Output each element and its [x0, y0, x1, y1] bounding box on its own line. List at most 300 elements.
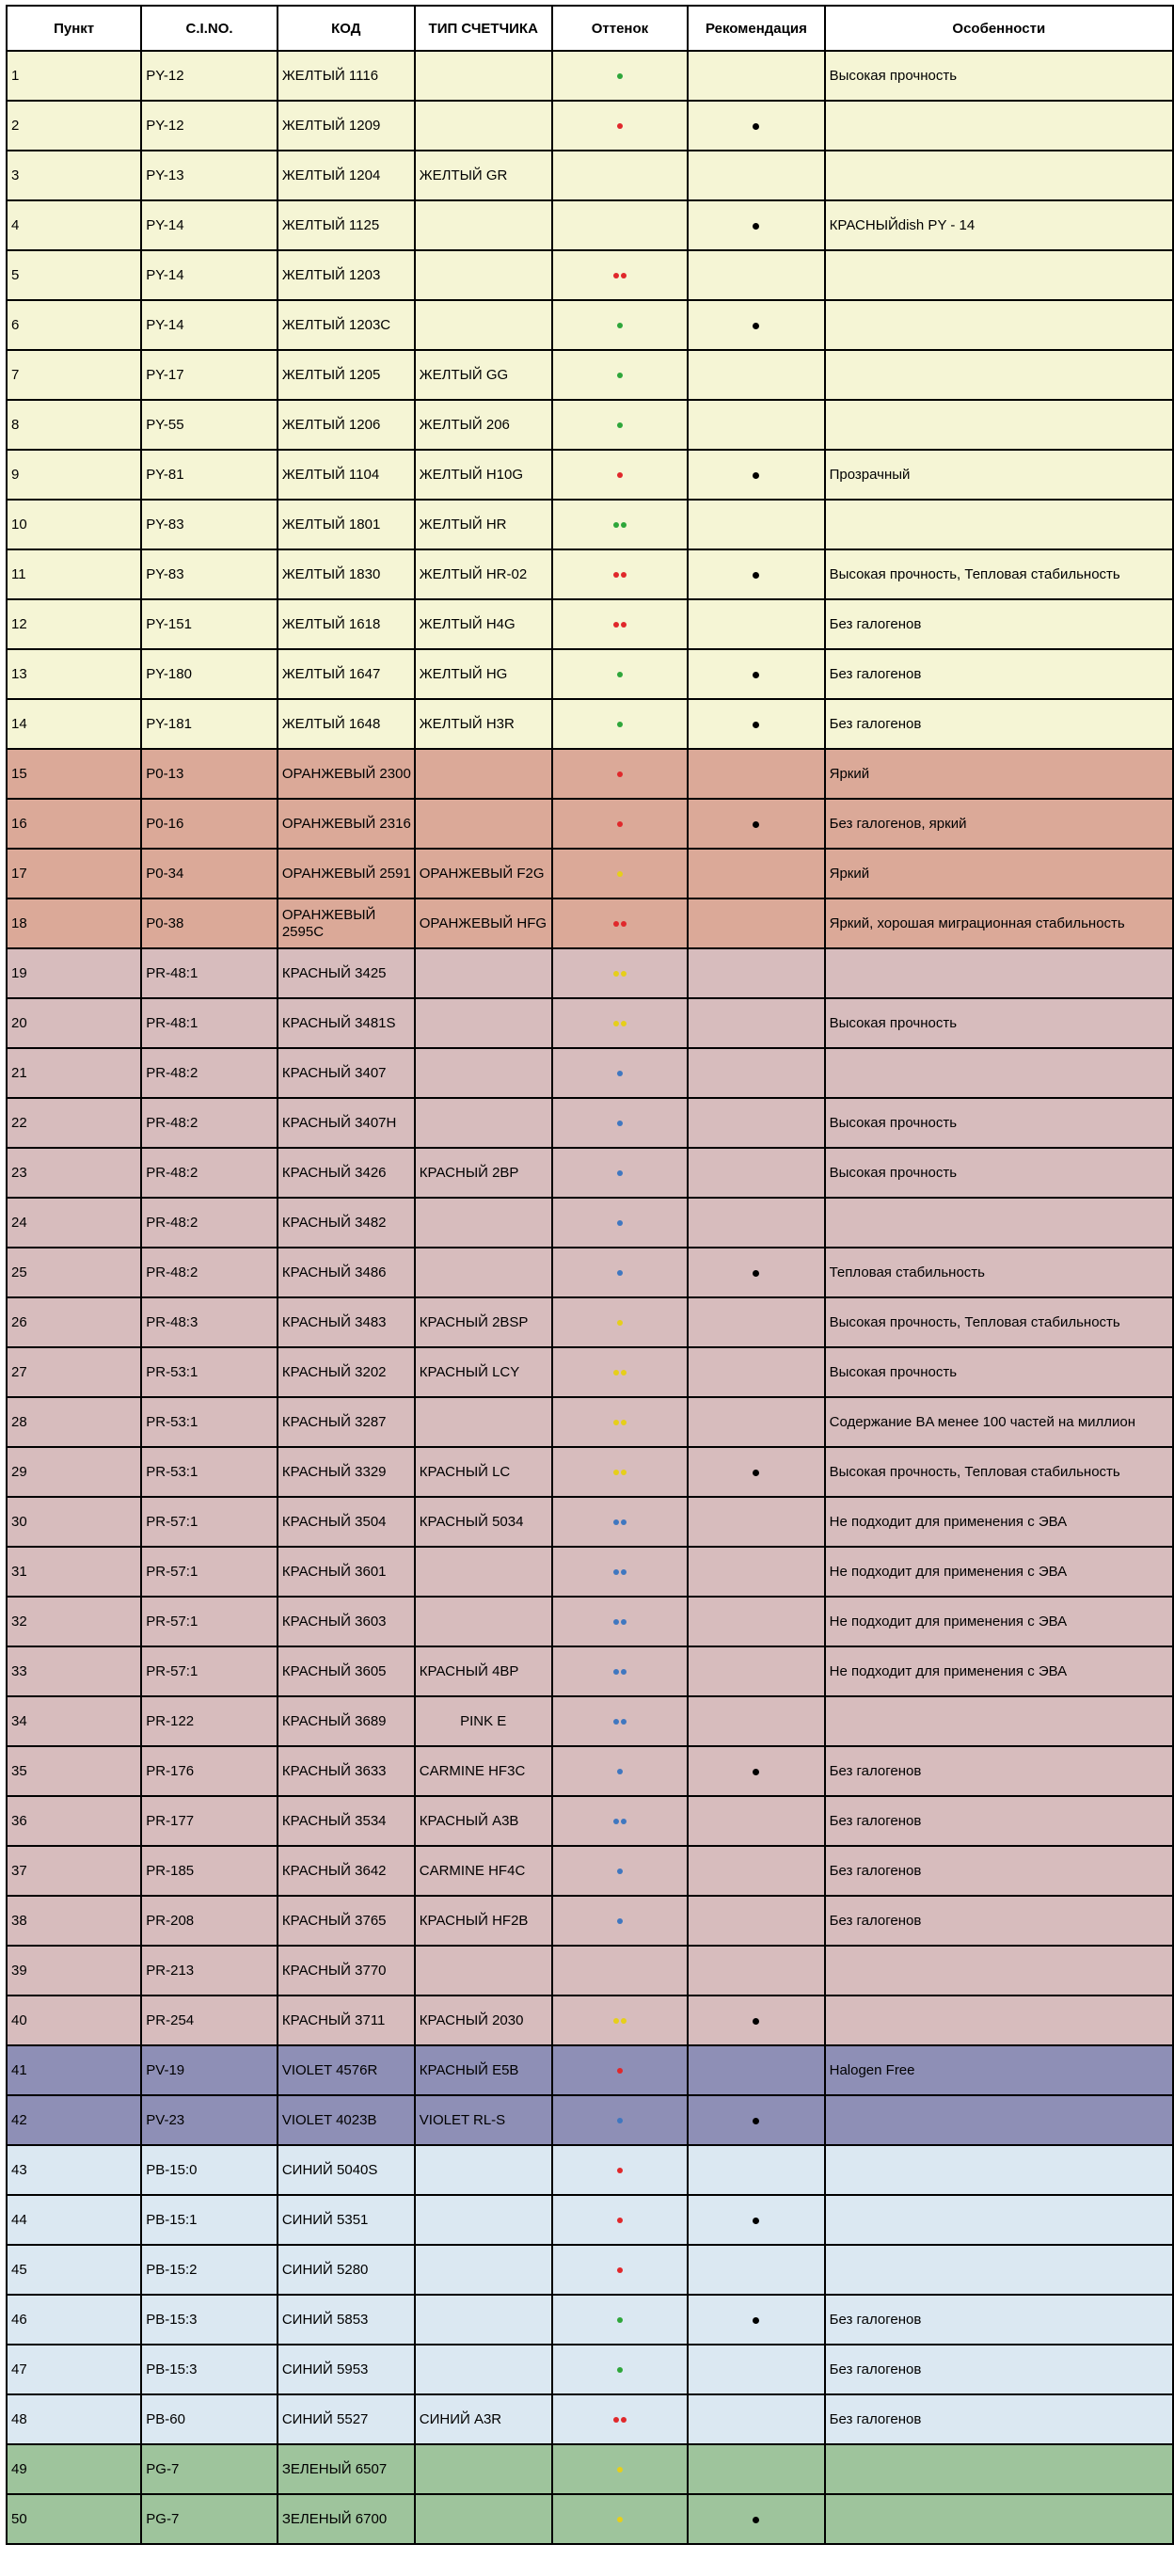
cell-counter-type: VIOLET RL-S	[415, 2095, 552, 2145]
cell-item-number: 19	[7, 948, 141, 998]
table-row	[7, 1646, 1173, 1696]
cell-item-number: 31	[7, 1547, 141, 1597]
shade-dot-icon	[617, 1270, 623, 1276]
cell-item-number: 17	[7, 849, 141, 898]
cell-shade	[552, 1198, 689, 1248]
cell-counter-type	[415, 749, 552, 799]
shade-dot-icon	[621, 572, 627, 578]
table-row	[7, 1297, 1173, 1347]
shade-dot-icon	[613, 1370, 619, 1375]
cell-ci-no: PY-81	[141, 450, 278, 500]
cell-features: Без галогенов	[825, 699, 1173, 749]
cell-counter-type	[415, 1597, 552, 1646]
cell-shade	[552, 1547, 689, 1597]
table-row	[7, 1896, 1173, 1946]
table-row	[7, 1497, 1173, 1547]
cell-recommendation	[688, 1646, 824, 1696]
shade-dot-icon	[617, 2517, 623, 2522]
cell-recommendation	[688, 1198, 824, 1248]
cell-counter-type: CARMINE HF3C	[415, 1746, 552, 1796]
table-row	[7, 1198, 1173, 1248]
cell-code: КРАСНЫЙ 3287	[278, 1397, 415, 1447]
shade-dot-icon	[613, 1470, 619, 1475]
cell-features: Не подходит для применения с ЭВА	[825, 1646, 1173, 1696]
cell-shade	[552, 1397, 689, 1447]
cell-counter-type: КРАСНЫЙ 2030	[415, 1996, 552, 2045]
cell-code: VIOLET 4576R	[278, 2045, 415, 2095]
shade-dot-icon	[613, 522, 619, 528]
cell-features: Без галогенов	[825, 599, 1173, 649]
cell-code: КРАСНЫЙ 3425	[278, 948, 415, 998]
cell-features: Высокая прочность, Тепловая стабильность	[825, 549, 1173, 599]
cell-counter-type: ЖЕЛТЫЙ HR-02	[415, 549, 552, 599]
cell-ci-no: PR-48:2	[141, 1148, 278, 1198]
cell-code: КРАСНЫЙ 3603	[278, 1597, 415, 1646]
cell-recommendation	[688, 1297, 824, 1347]
cell-item-number: 36	[7, 1796, 141, 1846]
shade-dot-icon	[613, 1819, 619, 1824]
cell-shade	[552, 2295, 689, 2345]
table-row	[7, 998, 1173, 1048]
shade-dot-icon	[617, 323, 623, 328]
cell-recommendation	[688, 2045, 824, 2095]
cell-counter-type: PINK E	[415, 1696, 552, 1746]
shade-dot-icon	[617, 1170, 623, 1176]
cell-shade	[552, 1796, 689, 1846]
cell-counter-type	[415, 1397, 552, 1447]
cell-counter-type: КРАСНЫЙ A3B	[415, 1796, 552, 1846]
shade-dot-icon	[617, 1121, 623, 1126]
cell-recommendation	[688, 2245, 824, 2295]
cell-code: ЖЕЛТЫЙ 1647	[278, 649, 415, 699]
cell-code: ОРАНЖЕВЫЙ 2316	[278, 799, 415, 849]
table-row	[7, 400, 1173, 450]
table-row	[7, 1547, 1173, 1597]
cell-ci-no: PR-57:1	[141, 1597, 278, 1646]
cell-shade	[552, 1048, 689, 1098]
table-row	[7, 101, 1173, 151]
recommended-dot-icon	[753, 821, 759, 828]
cell-recommendation	[688, 1347, 824, 1397]
cell-features: Не подходит для применения с ЭВА	[825, 1597, 1173, 1646]
cell-ci-no: PV-19	[141, 2045, 278, 2095]
table-row	[7, 2245, 1173, 2295]
cell-shade	[552, 1846, 689, 1896]
header-counter-type: ТИП СЧЕТЧИКА	[415, 6, 552, 51]
shade-dot-icon	[621, 1819, 627, 1824]
cell-shade	[552, 749, 689, 799]
cell-ci-no: PB-15:3	[141, 2295, 278, 2345]
table-row	[7, 151, 1173, 200]
cell-recommendation	[688, 2095, 824, 2145]
cell-recommendation	[688, 250, 824, 300]
cell-code: КРАСНЫЙ 3504	[278, 1497, 415, 1547]
cell-code: КРАСНЫЙ 3770	[278, 1946, 415, 1996]
shade-dot-icon	[621, 1519, 627, 1525]
cell-ci-no: PR-57:1	[141, 1547, 278, 1597]
table-row	[7, 51, 1173, 101]
cell-item-number: 4	[7, 200, 141, 250]
cell-counter-type: CARMINE HF4C	[415, 1846, 552, 1896]
cell-item-number: 33	[7, 1646, 141, 1696]
recommended-dot-icon	[753, 2218, 759, 2224]
cell-item-number: 35	[7, 1746, 141, 1796]
cell-shade	[552, 2394, 689, 2444]
shade-dot-icon	[617, 373, 623, 378]
recommended-dot-icon	[753, 1769, 759, 1775]
cell-shade	[552, 350, 689, 400]
shade-dot-icon	[617, 722, 623, 727]
cell-shade	[552, 2345, 689, 2394]
cell-ci-no: PY-55	[141, 400, 278, 450]
shade-dot-icon	[617, 1918, 623, 1924]
cell-ci-no: PG-7	[141, 2444, 278, 2494]
cell-ci-no: PY-14	[141, 300, 278, 350]
cell-code: КРАСНЫЙ 3482	[278, 1198, 415, 1248]
shade-dot-icon	[617, 871, 623, 877]
shade-dot-icon	[617, 472, 623, 478]
cell-shade	[552, 948, 689, 998]
cell-ci-no: PY-17	[141, 350, 278, 400]
cell-recommendation	[688, 948, 824, 998]
cell-ci-no: PB-60	[141, 2394, 278, 2444]
cell-counter-type	[415, 200, 552, 250]
table-row	[7, 898, 1173, 948]
cell-ci-no: PY-151	[141, 599, 278, 649]
cell-features	[825, 1198, 1173, 1248]
cell-shade	[552, 1447, 689, 1497]
cell-features	[825, 2195, 1173, 2245]
cell-code: КРАСНЫЙ 3329	[278, 1447, 415, 1497]
cell-code: ЖЕЛТЫЙ 1125	[278, 200, 415, 250]
cell-features	[825, 151, 1173, 200]
table-row	[7, 1397, 1173, 1447]
table-row	[7, 1347, 1173, 1397]
cell-item-number: 10	[7, 500, 141, 549]
cell-code: СИНИЙ 5527	[278, 2394, 415, 2444]
cell-item-number: 38	[7, 1896, 141, 1946]
cell-shade	[552, 1148, 689, 1198]
cell-code: КРАСНЫЙ 3534	[278, 1796, 415, 1846]
table-row	[7, 1996, 1173, 2045]
cell-features: Яркий	[825, 849, 1173, 898]
cell-item-number: 23	[7, 1148, 141, 1198]
shade-dot-icon	[621, 1021, 627, 1026]
cell-features: Высокая прочность	[825, 1148, 1173, 1198]
table-body	[7, 51, 1173, 2544]
cell-code: КРАСНЫЙ 3633	[278, 1746, 415, 1796]
cell-ci-no: PG-7	[141, 2494, 278, 2544]
cell-ci-no: PR-48:2	[141, 1098, 278, 1148]
cell-ci-no: PY-180	[141, 649, 278, 699]
cell-counter-type	[415, 1048, 552, 1098]
cell-features: Не подходит для применения с ЭВА	[825, 1547, 1173, 1597]
table-row	[7, 599, 1173, 649]
cell-recommendation	[688, 450, 824, 500]
cell-ci-no: PR-122	[141, 1696, 278, 1746]
table-row	[7, 2394, 1173, 2444]
shade-dot-icon	[617, 73, 623, 79]
cell-ci-no: PR-48:2	[141, 1198, 278, 1248]
cell-counter-type: КРАСНЫЙ 2BSP	[415, 1297, 552, 1347]
shade-dot-icon	[617, 1868, 623, 1874]
cell-shade	[552, 898, 689, 948]
cell-item-number: 2	[7, 101, 141, 151]
cell-recommendation	[688, 2145, 824, 2195]
cell-item-number: 43	[7, 2145, 141, 2195]
cell-recommendation	[688, 1796, 824, 1846]
cell-ci-no: PY-13	[141, 151, 278, 200]
cell-ci-no: PR-48:3	[141, 1297, 278, 1347]
cell-shade	[552, 101, 689, 151]
cell-code: КРАСНЫЙ 3407	[278, 1048, 415, 1098]
cell-features: Без галогенов	[825, 1846, 1173, 1896]
cell-item-number: 5	[7, 250, 141, 300]
table-row	[7, 1946, 1173, 1996]
cell-recommendation	[688, 2345, 824, 2394]
cell-ci-no: PV-23	[141, 2095, 278, 2145]
cell-code: ЖЕЛТЫЙ 1104	[278, 450, 415, 500]
cell-ci-no: PR-57:1	[141, 1497, 278, 1547]
shade-dot-icon	[617, 2118, 623, 2123]
cell-shade	[552, 1347, 689, 1397]
cell-counter-type	[415, 300, 552, 350]
recommended-dot-icon	[753, 722, 759, 728]
cell-code: ЖЕЛТЫЙ 1206	[278, 400, 415, 450]
cell-recommendation	[688, 2494, 824, 2544]
cell-features: Высокая прочность, Тепловая стабильность	[825, 1447, 1173, 1497]
cell-code: КРАСНЫЙ 3605	[278, 1646, 415, 1696]
cell-item-number: 47	[7, 2345, 141, 2394]
cell-shade	[552, 2444, 689, 2494]
recommended-dot-icon	[753, 323, 759, 329]
cell-recommendation	[688, 898, 824, 948]
cell-item-number: 50	[7, 2494, 141, 2544]
shade-dot-icon	[617, 2317, 623, 2323]
cell-recommendation	[688, 1497, 824, 1547]
cell-counter-type: КРАСНЫЙ 5034	[415, 1497, 552, 1547]
table-row	[7, 200, 1173, 250]
cell-shade	[552, 2245, 689, 2295]
cell-item-number: 41	[7, 2045, 141, 2095]
cell-ci-no: PR-254	[141, 1996, 278, 2045]
header-recommendation: Рекомендация	[688, 6, 824, 51]
cell-shade	[552, 2045, 689, 2095]
cell-shade	[552, 1746, 689, 1796]
cell-shade	[552, 998, 689, 1048]
cell-item-number: 21	[7, 1048, 141, 1098]
cell-counter-type: ЖЕЛТЫЙ GG	[415, 350, 552, 400]
cell-features	[825, 400, 1173, 450]
cell-ci-no: PR-177	[141, 1796, 278, 1846]
shade-dot-icon	[617, 2068, 623, 2074]
cell-shade	[552, 400, 689, 450]
cell-features	[825, 350, 1173, 400]
shade-dot-icon	[617, 2218, 623, 2223]
cell-ci-no: PR-185	[141, 1846, 278, 1896]
cell-shade	[552, 51, 689, 101]
cell-recommendation	[688, 1746, 824, 1796]
cell-code: КРАСНЫЙ 3426	[278, 1148, 415, 1198]
cell-code: ЗЕЛЕНЫЙ 6507	[278, 2444, 415, 2494]
cell-recommendation	[688, 151, 824, 200]
cell-recommendation	[688, 1996, 824, 2045]
header-ci-no: C.I.NO.	[141, 6, 278, 51]
cell-ci-no: PR-48:1	[141, 948, 278, 998]
cell-item-number: 27	[7, 1347, 141, 1397]
shade-dot-icon	[613, 2417, 619, 2423]
cell-recommendation	[688, 1696, 824, 1746]
cell-features: Яркий	[825, 749, 1173, 799]
shade-dot-icon	[613, 1519, 619, 1525]
cell-features: Высокая прочность, Тепловая стабильность	[825, 1297, 1173, 1347]
cell-features: Высокая прочность	[825, 998, 1173, 1048]
shade-dot-icon	[617, 2367, 623, 2373]
cell-code: КРАСНЫЙ 3407H	[278, 1098, 415, 1148]
table-row	[7, 849, 1173, 898]
cell-recommendation	[688, 2444, 824, 2494]
recommended-dot-icon	[753, 2317, 759, 2324]
recommended-dot-icon	[753, 672, 759, 678]
cell-recommendation	[688, 350, 824, 400]
table-row	[7, 2095, 1173, 2145]
shade-dot-icon	[621, 1569, 627, 1575]
cell-features: Высокая прочность	[825, 1347, 1173, 1397]
cell-recommendation	[688, 749, 824, 799]
shade-dot-icon	[621, 921, 627, 927]
cell-ci-no: P0-13	[141, 749, 278, 799]
cell-recommendation	[688, 1896, 824, 1946]
cell-recommendation	[688, 849, 824, 898]
cell-counter-type	[415, 2444, 552, 2494]
header-item: Пункт	[7, 6, 141, 51]
cell-shade	[552, 1896, 689, 1946]
table-row	[7, 2195, 1173, 2245]
cell-shade	[552, 1696, 689, 1746]
cell-ci-no: PY-83	[141, 500, 278, 549]
cell-features: Halogen Free	[825, 2045, 1173, 2095]
cell-counter-type	[415, 1098, 552, 1148]
cell-counter-type: ЖЕЛТЫЙ GR	[415, 151, 552, 200]
cell-item-number: 25	[7, 1248, 141, 1297]
cell-features	[825, 2095, 1173, 2145]
cell-code: ЖЕЛТЫЙ 1203	[278, 250, 415, 300]
cell-item-number: 8	[7, 400, 141, 450]
table-row	[7, 350, 1173, 400]
shade-dot-icon	[613, 622, 619, 628]
cell-code: ЖЕЛТЫЙ 1116	[278, 51, 415, 101]
shade-dot-icon	[613, 971, 619, 977]
cell-recommendation	[688, 1447, 824, 1497]
cell-counter-type: ЖЕЛТЫЙ HR	[415, 500, 552, 549]
cell-counter-type	[415, 948, 552, 998]
cell-code: ЖЕЛТЫЙ 1203C	[278, 300, 415, 350]
cell-recommendation	[688, 549, 824, 599]
table-row	[7, 500, 1173, 549]
cell-code: СИНИЙ 5853	[278, 2295, 415, 2345]
cell-code: КРАСНЫЙ 3711	[278, 1996, 415, 2045]
cell-shade	[552, 500, 689, 549]
cell-shade	[552, 151, 689, 200]
table-row	[7, 1048, 1173, 1098]
cell-counter-type	[415, 2494, 552, 2544]
cell-item-number: 40	[7, 1996, 141, 2045]
table-row	[7, 1597, 1173, 1646]
cell-recommendation	[688, 1547, 824, 1597]
cell-features	[825, 1996, 1173, 2045]
shade-dot-icon	[621, 1719, 627, 1725]
cell-shade	[552, 200, 689, 250]
cell-features	[825, 250, 1173, 300]
cell-counter-type: КРАСНЫЙ E5B	[415, 2045, 552, 2095]
cell-item-number: 37	[7, 1846, 141, 1896]
cell-features: Без галогенов	[825, 1796, 1173, 1846]
cell-ci-no: PY-12	[141, 51, 278, 101]
shade-dot-icon	[617, 1071, 623, 1076]
cell-recommendation	[688, 200, 824, 250]
cell-item-number: 49	[7, 2444, 141, 2494]
cell-code: ЗЕЛЕНЫЙ 6700	[278, 2494, 415, 2544]
shade-dot-icon	[613, 921, 619, 927]
cell-features: Без галогенов	[825, 1746, 1173, 1796]
cell-item-number: 6	[7, 300, 141, 350]
cell-counter-type: КРАСНЫЙ LCY	[415, 1347, 552, 1397]
cell-recommendation	[688, 101, 824, 151]
table-row	[7, 799, 1173, 849]
shade-dot-icon	[617, 2467, 623, 2473]
table-row	[7, 1846, 1173, 1896]
cell-counter-type	[415, 2295, 552, 2345]
cell-code: VIOLET 4023B	[278, 2095, 415, 2145]
cell-item-number: 30	[7, 1497, 141, 1547]
table-row	[7, 1447, 1173, 1497]
recommended-dot-icon	[753, 2118, 759, 2124]
table-row	[7, 1746, 1173, 1796]
cell-item-number: 34	[7, 1696, 141, 1746]
table-row	[7, 250, 1173, 300]
shade-dot-icon	[613, 1719, 619, 1725]
table-row	[7, 2045, 1173, 2095]
header-code: КОД	[278, 6, 415, 51]
cell-features	[825, 2245, 1173, 2295]
cell-shade	[552, 2494, 689, 2544]
cell-code: СИНИЙ 5280	[278, 2245, 415, 2295]
cell-item-number: 13	[7, 649, 141, 699]
cell-features: Без галогенов	[825, 649, 1173, 699]
cell-item-number: 7	[7, 350, 141, 400]
cell-ci-no: PB-15:0	[141, 2145, 278, 2195]
cell-recommendation	[688, 1148, 824, 1198]
cell-features: Не подходит для применения с ЭВА	[825, 1497, 1173, 1547]
cell-recommendation	[688, 998, 824, 1048]
cell-item-number: 24	[7, 1198, 141, 1248]
cell-counter-type: СИНИЙ A3R	[415, 2394, 552, 2444]
shade-dot-icon	[617, 123, 623, 129]
recommended-dot-icon	[753, 223, 759, 230]
cell-shade	[552, 1248, 689, 1297]
shade-dot-icon	[617, 771, 623, 777]
cell-recommendation	[688, 2394, 824, 2444]
cell-recommendation	[688, 400, 824, 450]
cell-counter-type: ОРАНЖЕВЫЙ F2G	[415, 849, 552, 898]
cell-code: ЖЕЛТЫЙ 1209	[278, 101, 415, 151]
cell-item-number: 11	[7, 549, 141, 599]
cell-recommendation	[688, 1048, 824, 1098]
cell-ci-no: PR-48:2	[141, 1048, 278, 1098]
table-row	[7, 749, 1173, 799]
cell-ci-no: PR-57:1	[141, 1646, 278, 1696]
cell-shade	[552, 849, 689, 898]
